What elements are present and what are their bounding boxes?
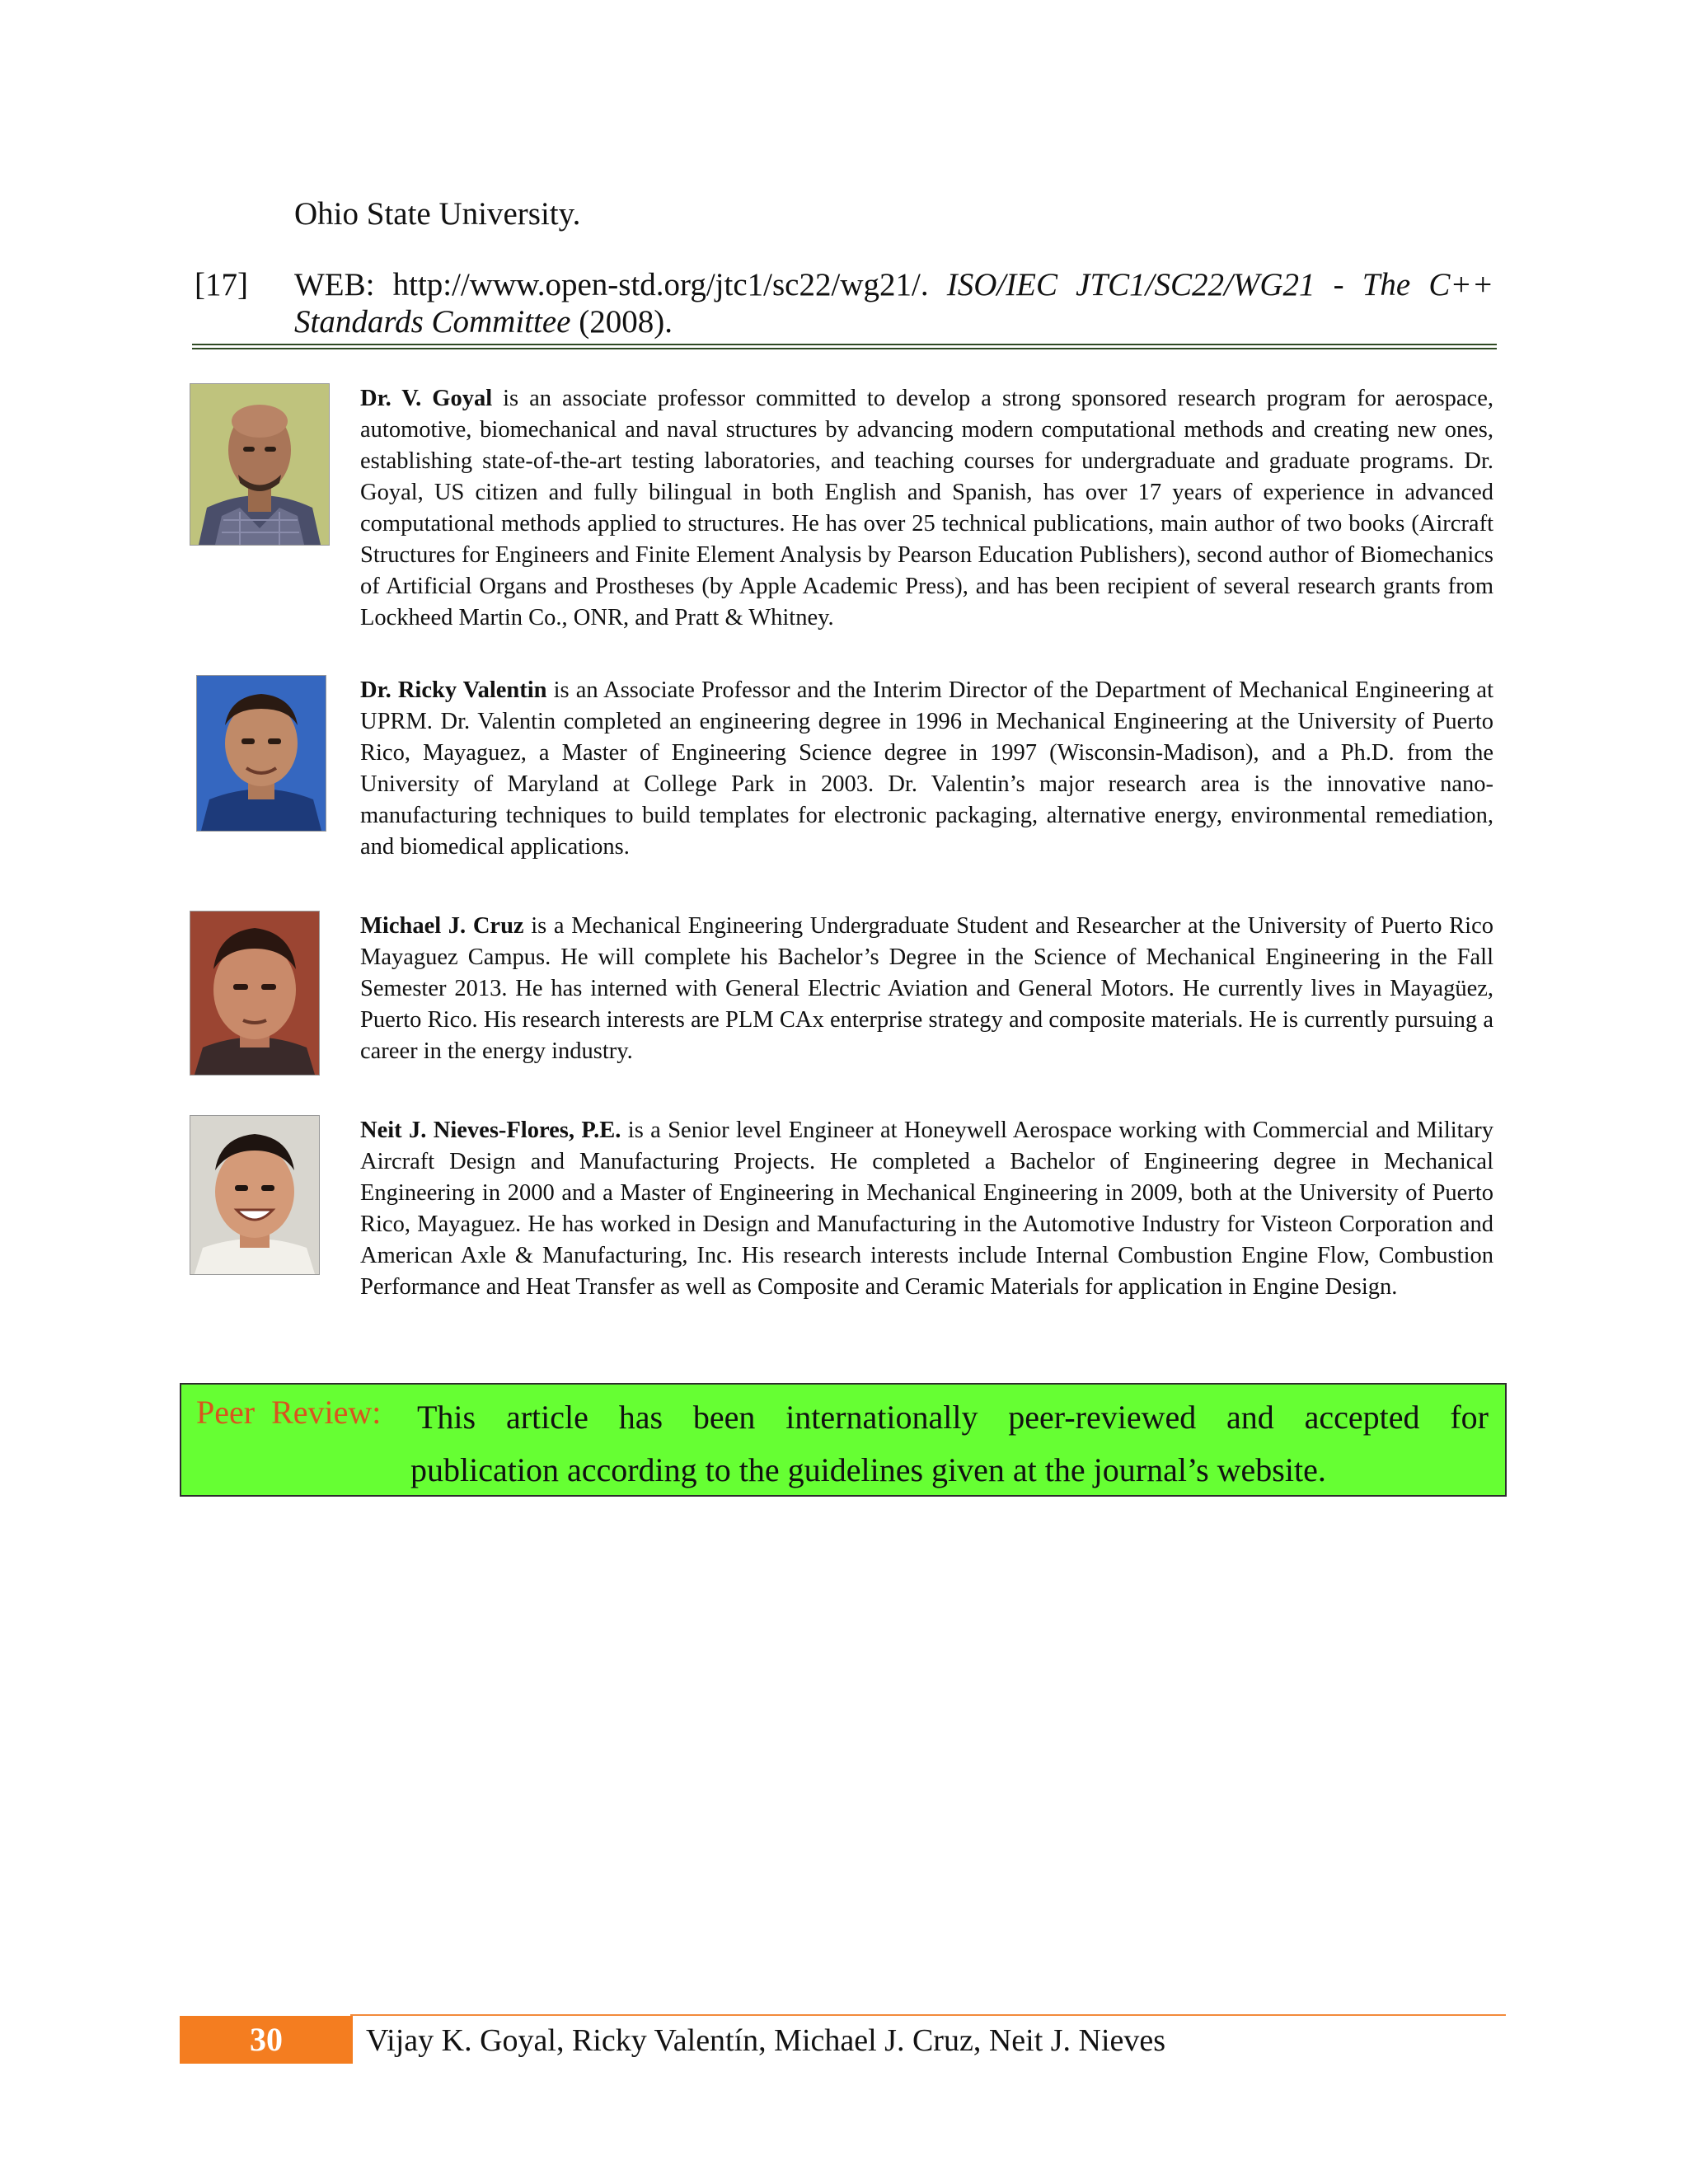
author-bio-body: is a Senior level Engineer at Honeywell Aerospace working with Commercial and Military Aircraft Design and Manufacturing Projects. He completed a Bachelor of Engineering degree in Mechanical Engineering in 2000 and a Master of Engineering in Mechanical Engineering in 2009, both at the University of Puerto Rico, Mayaguez. He has worked in Design and Manufacturing in the Automotive Industry for Visteon Corporation and American Axle & Manufacturing, Inc. His research interests include Internal Combustion Engine Flow, Combustion Performance and Heat Transfer as well as Composite and Ceramic Materials for application in Engine Design. <box>360 1118 1493 1300</box>
section-divider-top <box>192 344 1497 345</box>
reference-continuation: Ohio State University. <box>294 196 581 232</box>
author-bio-body: is a Mechanical Engineering Undergraduate Student and Researcher at the University of Puerto Rico Mayaguez Campus. He will complete his Bachelor’s Degree in the Science of Mechanical Engineering in the Fall Semester 2013. He has interned with General Electric Aviation and General Motors. He currently lives in Mayagüez, Puerto Rico. His research interests are PLM CAx enterprise strategy and composite materials. He is currently pursuing a career in the energy industry. <box>360 913 1493 1064</box>
author-bio-text <box>360 383 1493 634</box>
author-name: Neit J. Nieves-Flores, P.E. <box>360 1118 621 1143</box>
footer-authors: Vijay K. Goyal, Ricky Valentín, Michael J. Cruz, Neit J. Nieves <box>366 2023 1166 2058</box>
reference-number: [17] <box>195 267 248 302</box>
reference-body <box>294 266 1493 340</box>
section-divider-bottom <box>192 348 1497 349</box>
peer-review-box <box>180 1383 1507 1497</box>
reference-title: ISO/IEC JTC1/SC22/WG21 - The C++ Standards Committee <box>294 267 1494 340</box>
peer-review-line-2: publication according to the guidelines given at the journal’s website. <box>410 1451 1326 1488</box>
author-bio-body: is an Associate Professor and the Interim Director of the Department of Mechanical Engineering at UPRM. Dr. Valentin completed an engineering degree in 1996 in Mechanical Engineering at the University of Puerto Rico, Mayaguez, a Master of Engineering Science degree in 1997 (Wisconsin-Madison), and a Ph.D. from the University of Maryland at College Park in 2003. Dr. Valentin’s major research area is the innovative nano-manufacturing techniques to build templates for electronic packaging, alternative energy, environmental remediation, and biomedical applications. <box>360 677 1493 860</box>
reference-suffix: (2008). <box>570 304 673 340</box>
author-bio-text <box>360 911 1493 1067</box>
peer-review-line-1: This article has been internationally peer-reviewed and accepted for <box>417 1399 1489 1436</box>
peer-review-label: Peer Review: <box>196 1394 382 1431</box>
author-photo <box>190 911 320 1076</box>
author-bio-text <box>360 675 1493 863</box>
author-photo <box>190 1115 320 1275</box>
peer-review-message <box>410 1391 1489 1497</box>
author-name: Dr. Ricky Valentin <box>360 677 547 703</box>
author-photo <box>190 383 330 546</box>
author-bio-text <box>360 1115 1493 1303</box>
page-number: 30 <box>180 2016 353 2064</box>
reference-prefix: WEB: http://www.open-std.org/jtc1/sc22/wg21/. <box>294 267 947 302</box>
author-name: Dr. V. Goyal <box>360 386 493 411</box>
footer-rule <box>350 2014 1506 2016</box>
author-bio-body: is an associate professor committed to develop a strong sponsored research program for aerospace, automotive, biomechanical and naval structures by advancing modern computational methods and creating new ones, establishing state-of-the-art testing laboratories, and teaching courses for undergraduate and graduate programs. Dr. Goyal, US citizen and fully bilingual in both English and Spanish, has over 17 years of experience in advanced computational methods applied to structures. He has over 25 technical publications, main author of two books (Aircraft Structures for Engineers and Finite Element Analysis by Pearson Education Publishers), second author of Biomechanics of Artificial Organs and Prostheses (by Apple Academic Press), and has been recipient of several research grants from Lockheed Martin Co., ONR, and Pratt & Whitney. <box>360 386 1493 630</box>
author-photo <box>196 675 326 832</box>
author-name: Michael J. Cruz <box>360 913 524 939</box>
